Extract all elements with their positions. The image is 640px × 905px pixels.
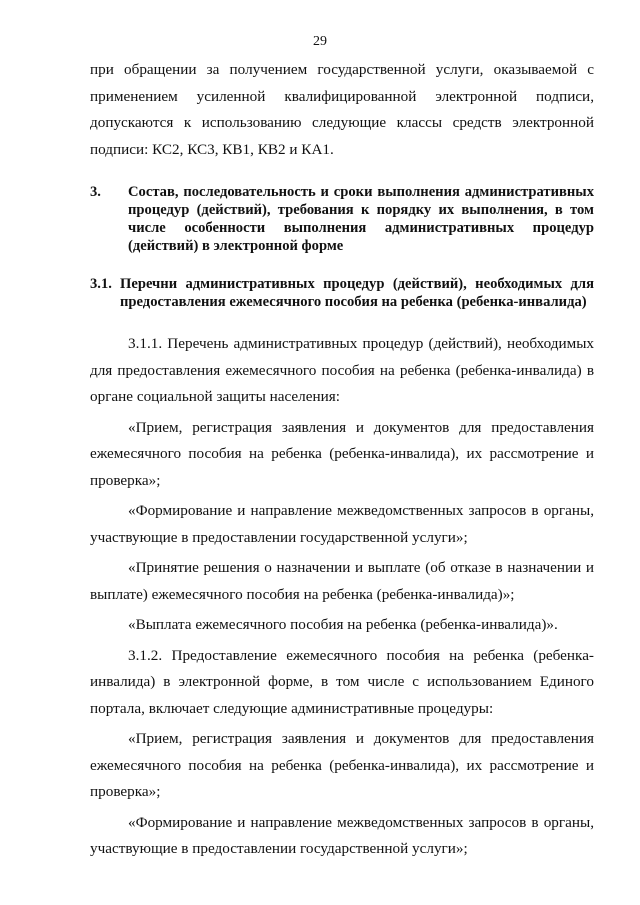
paragraph-3-1-1: 3.1.1. Перечень административных процедур (действий), необходимых для предоставления ежемесячного пособия на ребенка (ребенка-инвалида) в органе социальной защиты населения: <box>90 335 594 405</box>
page-number: 29 <box>313 34 327 49</box>
procedure-item: «Принятие решения о назначении и выплате (об отказе в назначении и выплате) ежемесячного пособия на ребенка (ребенка-инвалида)»; <box>90 559 594 603</box>
section-heading <box>90 183 594 255</box>
procedure-item: «Прием, регистрация заявления и документов для предоставления ежемесячного пособия на ребенка (ребенка-инвалида), их рассмотрение и проверка»; <box>90 418 594 489</box>
subsection-heading <box>90 275 594 311</box>
intro-paragraph: при обращении за получением государственной услуги, оказываемой с применением усиленной квалифицированной электронной подписи, допускаются к использованию следующие классы средств электронной подписи: КС2, КС3, КВ1, КВ2 и КА1. <box>90 61 594 158</box>
procedure-item: «Прием, регистрация заявления и документов для предоставления ежемесячного пособия на ребенка (ребенка-инвалида), их рассмотрение и проверка»; <box>90 730 594 800</box>
section-number: 3. <box>90 184 101 200</box>
section-title: Состав, последовательность и сроки выполнения административных процедур (действий), требования к порядку их выполнения, в том числе особенности выполнения административных процедур (действий) в электронной форме <box>128 184 594 254</box>
procedure-item: «Формирование и направление межведомственных запросов в органы, участвующие в предоставлении государственной услуги»; <box>90 813 594 857</box>
paragraph-3-1-2: 3.1.2. Предоставление ежемесячного пособия на ребенка (ребенка-инвалида) в электронной форме, в том числе с использованием Единого портала, включает следующие административные процедуры: <box>90 646 594 717</box>
subsection-number: 3.1. <box>90 276 112 292</box>
subsection-title: Перечни административных процедур (действий), необходимых для предоставления ежемесячного пособия на ребенка (ребенка-инвалида) <box>120 276 594 310</box>
procedure-item: «Выплата ежемесячного пособия на ребенка (ребенка-инвалида)». <box>128 616 558 633</box>
document-body <box>90 57 594 863</box>
procedure-item: «Формирование и направление межведомственных запросов в органы, участвующие в предоставлении государственной услуги»; <box>90 502 594 546</box>
